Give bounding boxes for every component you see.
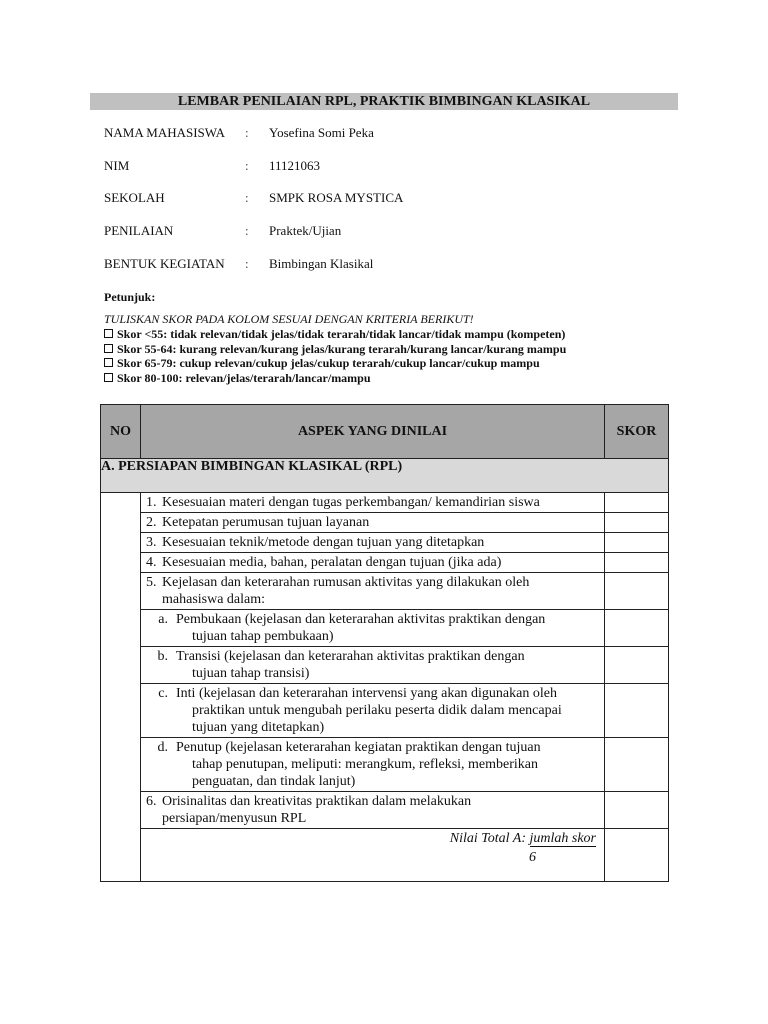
item-text: Kesesuaian media, bahan, peralatan dengan tujuan (jika ada) <box>162 555 502 570</box>
table-row <box>101 610 669 647</box>
info-label: PENILAIAN <box>104 223 174 238</box>
score-cell[interactable] <box>605 553 669 573</box>
total-score-cell[interactable] <box>605 829 669 882</box>
aspect-cell <box>141 493 605 513</box>
subitem-text-continued: praktikan untuk mengubah perilaku peserta didik dalam mencapai <box>192 703 562 718</box>
score-cell[interactable] <box>605 573 669 610</box>
total-numerator: jumlah skor <box>529 831 596 846</box>
item-number: 4. <box>146 555 157 570</box>
criteria-item <box>104 327 566 342</box>
info-label: NAMA MAHASISWA <box>104 125 225 140</box>
score-cell[interactable] <box>605 684 669 738</box>
item-text: Orisinalitas dan kreativitas praktikan dalam melakukan <box>162 794 472 809</box>
column-header-no: NO <box>101 405 141 459</box>
criteria-text: Skor 80-100: relevan/jelas/terarah/lancar/mampu <box>117 370 371 385</box>
criteria-text: Skor 65-79: cukup relevan/cukup jelas/cukup terarah/cukup lancar/cukup mampu <box>117 356 540 370</box>
section-a-title: A. PERSIAPAN BIMBINGAN KLASIKAL (RPL) <box>101 459 669 493</box>
item-number: 5. <box>146 575 157 590</box>
aspect-cell <box>141 513 605 533</box>
item-number: 1. <box>146 495 157 510</box>
checkbox-icon <box>104 344 113 353</box>
info-label: BENTUK KEGIATAN <box>104 256 225 271</box>
item-number: 6. <box>146 794 157 809</box>
item-text-continued: mahasiswa dalam: <box>162 592 266 607</box>
score-cell[interactable] <box>605 738 669 792</box>
criteria-text: Skor <55: tidak relevan/tidak jelas/tidak terarah/tidak lancar/tidak mampu (kompeten) <box>117 327 566 341</box>
item-text: Kesesuaian materi dengan tugas perkembangan/ kemandirian siswa <box>162 495 540 510</box>
subitem-text-continued: tujuan yang ditetapkan) <box>192 720 325 735</box>
item-text-continued: persiapan/menyusun RPL <box>162 811 307 826</box>
info-label: SEKOLAH <box>104 190 165 205</box>
no-cell <box>101 493 141 882</box>
aspect-cell <box>141 533 605 553</box>
info-colon: : <box>245 223 249 238</box>
checkbox-icon <box>104 373 113 382</box>
info-value: Yosefina Somi Peka <box>269 125 374 140</box>
subitem-text-continued: penguatan, dan tindak lanjut) <box>192 774 356 789</box>
info-label: NIM <box>104 158 130 173</box>
document-title: LEMBAR PENILAIAN RPL, PRAKTIK BIMBINGAN KLASIKAL <box>90 93 678 110</box>
table-row <box>101 493 669 513</box>
score-cell[interactable] <box>605 792 669 829</box>
item-text: Ketepatan perumusan tujuan layanan <box>162 515 370 530</box>
petunjuk-label: Petunjuk: <box>104 290 156 304</box>
checkbox-icon <box>104 358 113 367</box>
table-row <box>101 738 669 792</box>
item-number: 3. <box>146 535 157 550</box>
table-header-row <box>101 405 669 459</box>
item-number: 2. <box>146 515 157 530</box>
table-row <box>101 553 669 573</box>
subitem-letter: a. <box>158 612 168 627</box>
subitem-text: Transisi (kejelasan dan keterarahan aktivitas praktikan dengan <box>176 649 525 664</box>
table-row <box>101 573 669 610</box>
criteria-text: Skor 55-64: kurang relevan/kurang jelas/kurang terarah/kurang lancar/kurang mampu <box>117 341 567 356</box>
table-row <box>101 513 669 533</box>
info-colon: : <box>245 158 249 173</box>
info-colon: : <box>245 256 249 271</box>
total-formula-top <box>450 831 596 847</box>
table-row <box>101 684 669 738</box>
subitem-text-continued: tujuan tahap pembukaan) <box>192 629 334 644</box>
total-row <box>101 829 669 882</box>
aspect-cell <box>141 573 605 610</box>
subitem-text-continued: tujuan tahap transisi) <box>192 666 310 681</box>
item-text: Kesesuaian teknik/metode dengan tujuan yang ditetapkan <box>162 535 485 550</box>
table-row <box>101 647 669 684</box>
score-cell[interactable] <box>605 647 669 684</box>
subitem-letter: c. <box>158 686 168 701</box>
score-cell[interactable] <box>605 610 669 647</box>
table-row <box>101 792 669 829</box>
checkbox-icon <box>104 329 113 338</box>
item-text: Kejelasan dan keterarahan rumusan aktivitas yang dilakukan oleh <box>162 575 530 590</box>
subitem-text: Inti (kejelasan dan keterarahan intervensi yang akan digunakan oleh <box>176 686 557 701</box>
criteria-item <box>104 342 566 357</box>
info-value: 11121063 <box>269 158 321 173</box>
total-cell <box>141 829 605 882</box>
aspect-cell <box>141 553 605 573</box>
subitem-text-continued: tahap penutupan, meliputi: merangkum, refleksi, memberikan <box>192 757 539 772</box>
total-denominator: 6 <box>529 850 536 865</box>
section-a-row <box>101 459 669 493</box>
score-cell[interactable] <box>605 493 669 513</box>
info-colon: : <box>245 125 249 140</box>
subitem-text: Pembukaan (kejelasan dan keterarahan aktivitas praktikan dengan <box>176 612 546 627</box>
column-header-aspek: ASPEK YANG DINILAI <box>141 405 605 459</box>
info-value: SMPK ROSA MYSTICA <box>269 190 404 205</box>
subitem-letter: d. <box>157 740 168 755</box>
score-cell[interactable] <box>605 513 669 533</box>
criteria-list <box>104 327 566 385</box>
subitem-letter: b. <box>157 649 168 664</box>
total-formula <box>141 829 604 881</box>
criteria-item <box>104 356 566 371</box>
subitem-text: Penutup (kejelasan keterarahan kegiatan praktikan dengan tujuan <box>176 740 541 755</box>
info-colon: : <box>245 190 249 205</box>
aspect-cell <box>141 684 605 738</box>
instruction-text: TULISKAN SKOR PADA KOLOM SESUAI DENGAN KRITERIA BERIKUT! <box>104 312 474 326</box>
aspect-cell <box>141 647 605 684</box>
aspect-cell <box>141 610 605 647</box>
info-value: Bimbingan Klasikal <box>269 256 374 271</box>
total-label: Nilai Total A: <box>449 831 530 846</box>
aspect-cell <box>141 738 605 792</box>
score-cell[interactable] <box>605 533 669 553</box>
column-header-skor: SKOR <box>605 405 669 459</box>
aspect-cell <box>141 792 605 829</box>
info-value: Praktek/Ujian <box>269 223 342 238</box>
assessment-table <box>100 404 669 882</box>
criteria-item <box>104 371 566 386</box>
table-row <box>101 533 669 553</box>
